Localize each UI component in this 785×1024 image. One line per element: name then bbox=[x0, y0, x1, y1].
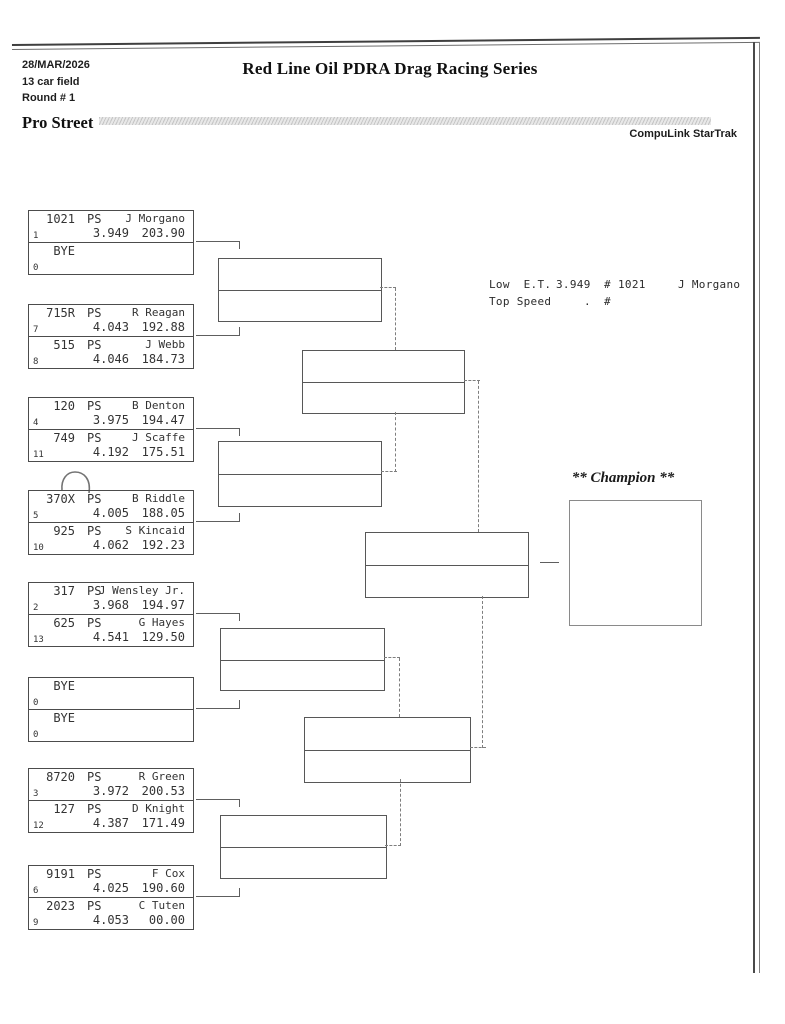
driver-name: J Scaffe bbox=[132, 431, 185, 444]
low-et-driver: J Morgano bbox=[678, 278, 741, 291]
speed-value: 184.73 bbox=[141, 352, 185, 366]
seed-number: 2 bbox=[33, 603, 39, 613]
quarterfinal-slot-1 bbox=[218, 258, 382, 322]
et-value: 4.062 bbox=[92, 538, 129, 552]
connector-line bbox=[196, 799, 240, 800]
bracket-entry bbox=[29, 897, 193, 929]
semifinal-slot-1 bbox=[302, 350, 465, 414]
class-label: PS bbox=[87, 867, 102, 881]
seed-number: 0 bbox=[33, 730, 39, 740]
bracket-connector bbox=[385, 845, 401, 846]
bracket-pairing bbox=[28, 582, 194, 647]
low-et-car: 1021 bbox=[618, 278, 646, 291]
seed-number: 10 bbox=[33, 543, 44, 553]
et-value: 3.972 bbox=[92, 784, 129, 798]
class-label: PS bbox=[87, 431, 102, 445]
car-number: 2023 bbox=[46, 899, 75, 913]
event-date: 28/MAR/2026 bbox=[22, 59, 90, 71]
class-name: Pro Street bbox=[22, 113, 94, 132]
car-number: 317 bbox=[53, 584, 75, 598]
class-underline-band bbox=[99, 117, 711, 125]
seed-number: 11 bbox=[33, 450, 44, 460]
connector-hook bbox=[239, 613, 240, 621]
et-value: 4.025 bbox=[92, 881, 129, 895]
seed-number: 12 bbox=[33, 821, 44, 831]
bracket-entry bbox=[29, 336, 193, 368]
bracket-pairing bbox=[28, 768, 194, 833]
bracket-pairing bbox=[28, 304, 194, 369]
connector-line bbox=[196, 613, 240, 614]
slot-divider bbox=[221, 847, 386, 848]
bracket-connector bbox=[380, 287, 396, 288]
seed-number: 4 bbox=[33, 418, 39, 428]
bracket-pairing bbox=[28, 397, 194, 462]
connector-hook bbox=[239, 799, 240, 807]
connector-line bbox=[196, 428, 240, 429]
et-value: 3.975 bbox=[92, 413, 129, 427]
quarterfinal-slot-4 bbox=[220, 815, 387, 879]
bracket-connector bbox=[399, 658, 400, 717]
connector-hook bbox=[239, 888, 240, 896]
bracket-connector bbox=[381, 471, 397, 472]
speed-value: 194.97 bbox=[141, 598, 185, 612]
seed-number: 9 bbox=[33, 918, 39, 928]
seed-number: 3 bbox=[33, 789, 39, 799]
champion-box bbox=[569, 500, 702, 626]
car-number: BYE bbox=[53, 679, 75, 693]
speed-value: 200.53 bbox=[141, 784, 185, 798]
et-value: 4.046 bbox=[92, 352, 129, 366]
car-number: 1021 bbox=[46, 212, 75, 226]
low-et-value: 3.949 bbox=[556, 278, 591, 291]
connector-hook bbox=[239, 428, 240, 436]
bracket-connector bbox=[400, 779, 401, 846]
bracket-entry bbox=[29, 709, 193, 741]
et-value: 4.005 bbox=[92, 506, 129, 520]
speed-value: 194.47 bbox=[141, 413, 185, 427]
bracket-entry bbox=[29, 211, 193, 242]
slot-divider bbox=[219, 474, 381, 475]
field-size: 13 car field bbox=[22, 76, 80, 88]
class-label: PS bbox=[87, 802, 102, 816]
bracket-entry bbox=[29, 583, 193, 614]
slot-divider bbox=[221, 660, 384, 661]
class-label: PS bbox=[87, 616, 102, 630]
bracket-connector bbox=[478, 381, 479, 532]
speed-value: 203.90 bbox=[141, 226, 185, 240]
driver-name: C Tuten bbox=[138, 899, 185, 912]
driver-name: J Wensley Jr. bbox=[98, 584, 185, 597]
car-number: 9191 bbox=[46, 867, 75, 881]
bracket-entry bbox=[29, 614, 193, 646]
speed-value: 171.49 bbox=[141, 816, 185, 830]
class-label: PS bbox=[87, 584, 102, 598]
speed-value: 192.23 bbox=[141, 538, 185, 552]
driver-name: G Hayes bbox=[138, 616, 185, 629]
car-number: 515 bbox=[53, 338, 75, 352]
connector-line bbox=[196, 241, 240, 242]
car-number: 925 bbox=[53, 524, 75, 538]
bracket-pairing bbox=[28, 865, 194, 930]
seed-number: 0 bbox=[33, 263, 39, 273]
speed-value: 129.50 bbox=[141, 630, 185, 644]
bracket-entry bbox=[29, 429, 193, 461]
slot-divider bbox=[219, 290, 381, 291]
semifinal-slot-2 bbox=[304, 717, 471, 783]
seed-number: 13 bbox=[33, 635, 44, 645]
top-speed-hash: # bbox=[604, 295, 611, 308]
class-label: PS bbox=[87, 524, 102, 538]
speed-value: 00.00 bbox=[148, 913, 185, 927]
driver-name: R Reagan bbox=[132, 306, 185, 319]
class-label: PS bbox=[87, 212, 102, 226]
seed-number: 8 bbox=[33, 357, 39, 367]
et-value: 4.192 bbox=[92, 445, 129, 459]
slot-divider bbox=[303, 382, 464, 383]
page-right-edge bbox=[753, 42, 760, 973]
driver-name: S Kincaid bbox=[125, 524, 185, 537]
page-top-edge bbox=[12, 37, 760, 50]
class-label: PS bbox=[87, 770, 102, 784]
speed-value: 190.60 bbox=[141, 881, 185, 895]
round-number: Round # 1 bbox=[22, 92, 76, 104]
et-value: 4.043 bbox=[92, 320, 129, 334]
driver-name: J Morgano bbox=[125, 212, 185, 225]
car-number: 625 bbox=[53, 616, 75, 630]
driver-name: B Denton bbox=[132, 399, 185, 412]
top-speed-label: Top Speed bbox=[489, 295, 552, 308]
driver-name: F Cox bbox=[151, 867, 185, 880]
bracket-entry bbox=[29, 398, 193, 429]
bracket-pairing bbox=[28, 677, 194, 742]
low-et-hash: # bbox=[604, 278, 611, 291]
class-label: PS bbox=[87, 899, 102, 913]
car-number: BYE bbox=[53, 711, 75, 725]
bracket-connector bbox=[470, 747, 486, 748]
series-title: Red Line Oil PDRA Drag Racing Series bbox=[242, 59, 538, 78]
seed-number: 6 bbox=[33, 886, 39, 896]
et-value: 3.949 bbox=[92, 226, 129, 240]
connector-line bbox=[196, 335, 240, 336]
timing-system-label: CompuLink StarTrak bbox=[629, 128, 737, 140]
car-number: 8720 bbox=[46, 770, 75, 784]
class-label: PS bbox=[87, 399, 102, 413]
bracket-entry bbox=[29, 242, 193, 274]
bracket-connector bbox=[384, 657, 400, 658]
car-number: 370X bbox=[46, 492, 75, 506]
car-number: 127 bbox=[53, 802, 75, 816]
class-label: PS bbox=[87, 492, 102, 506]
bracket-connector bbox=[540, 562, 559, 563]
seed-number: 7 bbox=[33, 325, 39, 335]
bracket-pairing bbox=[28, 490, 194, 555]
champion-label: ** Champion ** bbox=[571, 470, 675, 486]
car-number: 749 bbox=[53, 431, 75, 445]
class-label: PS bbox=[87, 306, 102, 320]
et-value: 4.541 bbox=[92, 630, 129, 644]
connector-line bbox=[196, 521, 240, 522]
bracket-connector bbox=[395, 288, 396, 350]
bracket-entry bbox=[29, 522, 193, 554]
bracket-entry bbox=[29, 678, 193, 709]
speed-value: 188.05 bbox=[141, 506, 185, 520]
bracket-entry bbox=[29, 769, 193, 800]
car-number: 120 bbox=[53, 399, 75, 413]
class-label: PS bbox=[87, 338, 102, 352]
bracket-entry bbox=[29, 866, 193, 897]
final-slot bbox=[365, 532, 529, 598]
connector-line bbox=[196, 896, 240, 897]
bracket-connector bbox=[482, 596, 483, 748]
connector-hook bbox=[239, 700, 240, 708]
bracket-pairing bbox=[28, 210, 194, 275]
bracket-entry bbox=[29, 800, 193, 832]
seed-number: 5 bbox=[33, 511, 39, 521]
bracket-entry bbox=[29, 491, 193, 522]
low-et-label: Low E.T. bbox=[489, 278, 552, 291]
connector-line bbox=[196, 708, 240, 709]
bracket-entry bbox=[29, 305, 193, 336]
slot-divider bbox=[305, 750, 470, 751]
seed-number: 1 bbox=[33, 231, 39, 241]
et-value: 3.968 bbox=[92, 598, 129, 612]
et-value: 4.387 bbox=[92, 816, 129, 830]
connector-hook bbox=[239, 241, 240, 249]
seed-number: 0 bbox=[33, 698, 39, 708]
bracket-connector bbox=[395, 412, 396, 472]
driver-name: J Webb bbox=[145, 338, 185, 351]
driver-name: D Knight bbox=[132, 802, 185, 815]
speed-value: 175.51 bbox=[141, 445, 185, 459]
quarterfinal-slot-3 bbox=[220, 628, 385, 691]
et-value: 4.053 bbox=[92, 913, 129, 927]
driver-name: R Green bbox=[138, 770, 185, 783]
speed-value: 192.88 bbox=[141, 320, 185, 334]
car-number: 715R bbox=[46, 306, 75, 320]
connector-hook bbox=[239, 327, 240, 335]
driver-name: B Riddle bbox=[132, 492, 185, 505]
top-speed-value: . bbox=[584, 295, 591, 308]
quarterfinal-slot-2 bbox=[218, 441, 382, 507]
connector-hook bbox=[239, 513, 240, 521]
slot-divider bbox=[366, 565, 528, 566]
car-number: BYE bbox=[53, 244, 75, 258]
